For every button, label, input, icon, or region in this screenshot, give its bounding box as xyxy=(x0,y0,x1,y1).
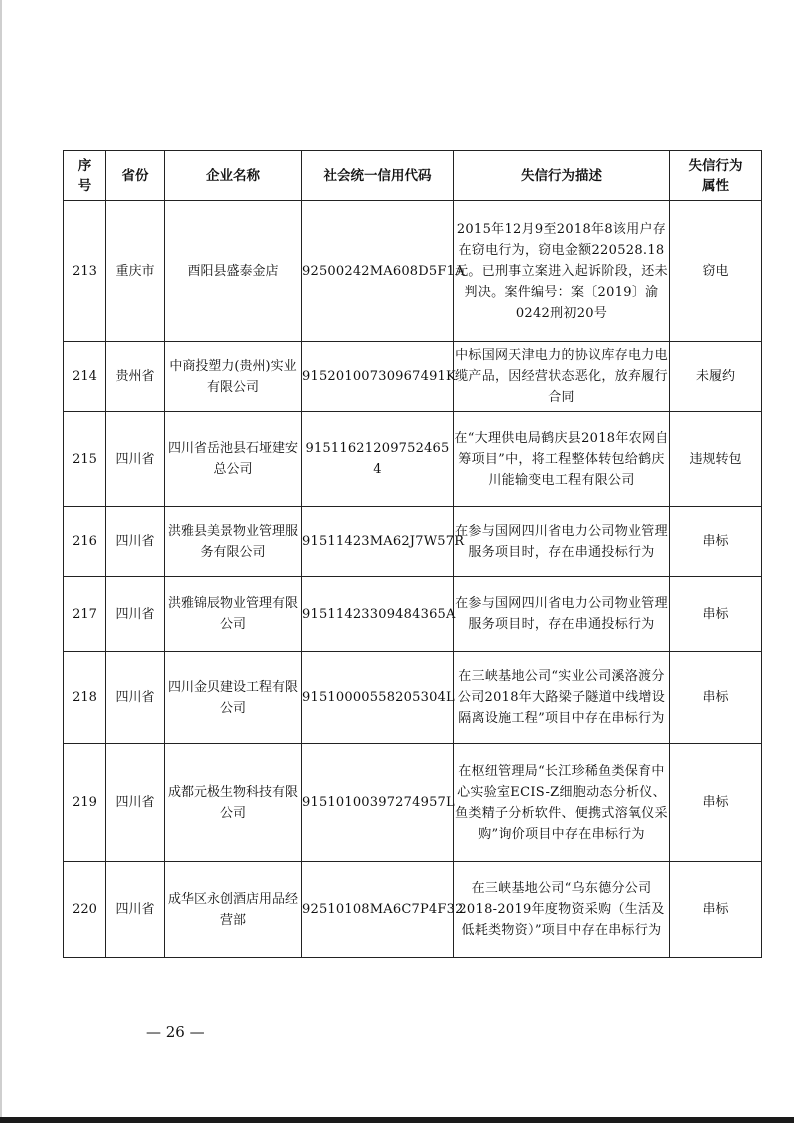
row-province: 四川省 xyxy=(106,507,165,577)
row-credit-code: 91510000558205304L xyxy=(302,652,454,744)
row-credit-code: 91510100397274957L xyxy=(302,744,454,862)
row-no: 220 xyxy=(64,862,106,958)
row-company: 洪雅县美景物业管理服务有限公司 xyxy=(165,507,302,577)
row-attribute: 串标 xyxy=(670,652,762,744)
row-no: 215 xyxy=(64,412,106,507)
row-attribute: 串标 xyxy=(670,577,762,652)
row-attribute: 违规转包 xyxy=(670,412,762,507)
row-province: 四川省 xyxy=(106,577,165,652)
row-company: 中商投塑力(贵州)实业有限公司 xyxy=(165,342,302,412)
row-credit-code: 92500242MA608D5F1A xyxy=(302,201,454,342)
row-no: 219 xyxy=(64,744,106,862)
row-no: 214 xyxy=(64,342,106,412)
row-company: 成华区永创酒店用品经营部 xyxy=(165,862,302,958)
header-no: 序号 xyxy=(64,151,106,201)
row-province: 四川省 xyxy=(106,652,165,744)
row-no: 217 xyxy=(64,577,106,652)
row-company: 四川省岳池县石垭建安总公司 xyxy=(165,412,302,507)
row-description: 2015年12月9至2018年8该用户存在窃电行为，窃电金额220528.18元。已刑事立案进入起诉阶段，还未判决。案件编号：案〔2019〕渝0242刑初20号 xyxy=(454,201,670,342)
row-no: 218 xyxy=(64,652,106,744)
row-credit-code: 92510108MA6C7P4F32 xyxy=(302,862,454,958)
dishonest-enterprise-table xyxy=(63,150,762,958)
row-description: 在“大理供电局鹤庆县2018年农网自筹项目”中，将工程整体转包给鹤庆川能输变电工程有限公司 xyxy=(454,412,670,507)
row-attribute: 串标 xyxy=(670,744,762,862)
header-description: 失信行为描述 xyxy=(454,151,670,201)
row-province: 重庆市 xyxy=(106,201,165,342)
row-company: 四川金贝建设工程有限公司 xyxy=(165,652,302,744)
row-province: 四川省 xyxy=(106,862,165,958)
table-row xyxy=(64,412,762,507)
header-company: 企业名称 xyxy=(165,151,302,201)
row-no: 216 xyxy=(64,507,106,577)
row-description: 在参与国网四川省电力公司物业管理服务项目时，存在串通投标行为 xyxy=(454,507,670,577)
header-attribute: 失信行为属性 xyxy=(670,151,762,201)
row-credit-code: 91511423309484365A xyxy=(302,577,454,652)
row-company: 酉阳县盛泰金店 xyxy=(165,201,302,342)
row-company: 洪雅锦辰物业管理有限公司 xyxy=(165,577,302,652)
row-description: 在三峡基地公司“乌东德分公司2018-2019年度物资采购（生活及低耗类物资）”项目中存在串标行为 xyxy=(454,862,670,958)
row-company: 成都元极生物科技有限公司 xyxy=(165,744,302,862)
table-row xyxy=(64,652,762,744)
scan-bottom-band xyxy=(0,1117,794,1123)
row-province: 贵州省 xyxy=(106,342,165,412)
row-attribute: 窃电 xyxy=(670,201,762,342)
scan-edge xyxy=(0,0,2,1123)
table-row xyxy=(64,744,762,862)
row-credit-code: 91520100730967491K xyxy=(302,342,454,412)
table-row xyxy=(64,577,762,652)
header-province: 省份 xyxy=(106,151,165,201)
row-province: 四川省 xyxy=(106,744,165,862)
row-credit-code: 91511423MA62J7W57R xyxy=(302,507,454,577)
header-credit-code: 社会统一信用代码 xyxy=(302,151,454,201)
row-attribute: 串标 xyxy=(670,862,762,958)
row-description: 在参与国网四川省电力公司物业管理服务项目时，存在串通投标行为 xyxy=(454,577,670,652)
table-row xyxy=(64,201,762,342)
row-attribute: 串标 xyxy=(670,507,762,577)
row-description: 中标国网天津电力的协议库存电力电缆产品，因经营状态恶化，放弃履行合同 xyxy=(454,342,670,412)
row-description: 在枢纽管理局“长江珍稀鱼类保育中心实验室ECIS-Z细胞动态分析仪、鱼类精子分析软件、便携式溶氧仪采购”询价项目中存在串标行为 xyxy=(454,744,670,862)
table-row xyxy=(64,342,762,412)
table-header-row xyxy=(64,151,762,201)
row-credit-code: 91511621209752465 4 xyxy=(302,412,454,507)
page-number: — 26 — xyxy=(146,1023,205,1041)
table-row xyxy=(64,507,762,577)
row-description: 在三峡基地公司“实业公司溪洛渡分公司2018年大路梁子隧道中线增设隔离设施工程”项目中存在串标行为 xyxy=(454,652,670,744)
row-attribute: 未履约 xyxy=(670,342,762,412)
row-no: 213 xyxy=(64,201,106,342)
row-province: 四川省 xyxy=(106,412,165,507)
table-row xyxy=(64,862,762,958)
